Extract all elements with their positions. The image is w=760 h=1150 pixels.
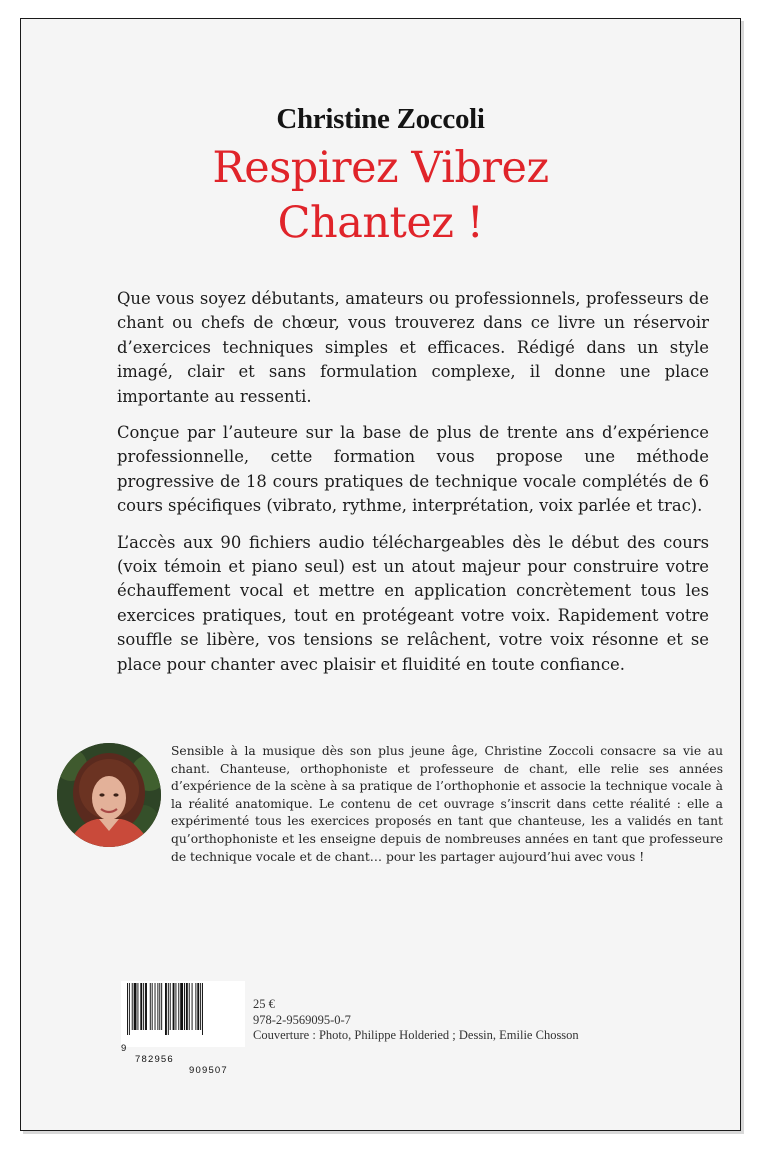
blurb-paragraph-2: Conçue par l’auteure sur la base de plus de trente ans d’expérience professionnelle, cette formation vous propose une méthode progressive de 18 cours pratiques de technique vocale complétés de 6 cours spécifiques (vibrato, rythme, interprétation, voix parlée et trac). xyxy=(117,423,709,516)
book-title-line-1: Respirez Vibrez xyxy=(212,143,549,193)
barcode-bar xyxy=(202,983,203,1035)
barcode-bar xyxy=(129,983,130,1035)
cover-credits: Couverture : Photo, Philippe Holderied ; Dessin, Emilie Chosson xyxy=(253,1028,579,1042)
back-cover xyxy=(20,18,741,1131)
barcode-bar xyxy=(134,983,137,1030)
barcode-bar xyxy=(200,983,201,1030)
barcode-bar xyxy=(178,983,179,1030)
barcode-bar xyxy=(157,983,158,1030)
barcode-digits-right: 909507 xyxy=(189,1065,228,1076)
barcode-digits-left: 782956 xyxy=(135,1054,174,1065)
barcode-bar xyxy=(165,983,167,1035)
barcode-bar xyxy=(152,983,153,1030)
barcode-bar xyxy=(186,983,188,1030)
price: 25 € xyxy=(253,997,275,1011)
barcode-bar xyxy=(173,983,175,1030)
book-title xyxy=(21,141,740,251)
barcode-bar xyxy=(180,983,183,1030)
blurb xyxy=(117,287,709,689)
barcode-bar xyxy=(175,983,176,1030)
isbn-barcode xyxy=(121,981,245,1076)
barcode-bar xyxy=(127,983,128,1035)
barcode-bar xyxy=(137,983,138,1030)
barcode-bar xyxy=(192,983,193,1030)
barcode-bar xyxy=(159,983,160,1030)
author-bio: Sensible à la musique dès son plus jeune âge, Christine Zoccoli consacre sa vie au chant. Chanteuse, orthophoniste et professeure de chant, elle relie ses années d’expérience de la scène à sa pratique de l’orthophonie et associe la technique vocale à la réalité anatomique. Le contenu de cet ouvrage s’inscrit dans cette réalité : elle a expérimenté tous les exercices proposés en tant que chanteuse, les a validés en tant qu’orthophoniste et les enseigne depuis de nombreuses années en tant que professeure de technique vocale et de chant… pour les partager aujourd’hui avec vous ! xyxy=(171,744,723,864)
barcode-bar xyxy=(161,983,162,1030)
barcode-bar xyxy=(132,983,133,1030)
author-name: Christine Zoccoli xyxy=(276,103,485,135)
barcode-bar xyxy=(145,983,147,1030)
author-portrait-image xyxy=(57,743,161,847)
barcode-bar xyxy=(143,983,144,1030)
barcode-bar xyxy=(150,983,151,1030)
author-photo xyxy=(57,743,161,847)
barcode-bar xyxy=(140,983,142,1030)
isbn: 978-2-9569095-0-7 xyxy=(253,1012,351,1027)
barcode-digits xyxy=(121,1032,245,1087)
barcode-bar xyxy=(184,983,185,1030)
barcode-bar xyxy=(168,983,169,1035)
barcode-bar xyxy=(197,983,199,1030)
barcode-bar xyxy=(155,983,156,1030)
barcode-bar xyxy=(195,983,196,1030)
barcode-bars xyxy=(127,983,239,1035)
barcode-digit-first: 9 xyxy=(121,1043,127,1054)
blurb-paragraph-1: Que vous soyez débutants, amateurs ou professionnels, professeurs de chant ou chefs de chœur, vous trouverez dans ce livre un réservoir d’exercices techniques simples et efficaces. Rédigé dans un style imagé, clair et sans formulation complexe, il donne une place importante au ressenti. xyxy=(117,289,709,406)
book-title-line-2: Chantez ! xyxy=(277,198,484,248)
publication-info xyxy=(253,997,579,1044)
barcode-bar xyxy=(189,983,190,1030)
barcode-bar xyxy=(170,983,171,1030)
blurb-paragraph-3: L’accès aux 90 fichiers audio téléchargeables dès le début des cours (voix témoin et piano seul) est un atout majeur pour construire votre échauffement vocal et mettre en application concrètement tous les exercices pratiques, tout en protégeant votre voix. Rapidement votre souffle se libère, vos tensions se relâchent, votre voix résonne et se place pour chanter avec plaisir et fluidité en toute confiance. xyxy=(117,532,709,674)
